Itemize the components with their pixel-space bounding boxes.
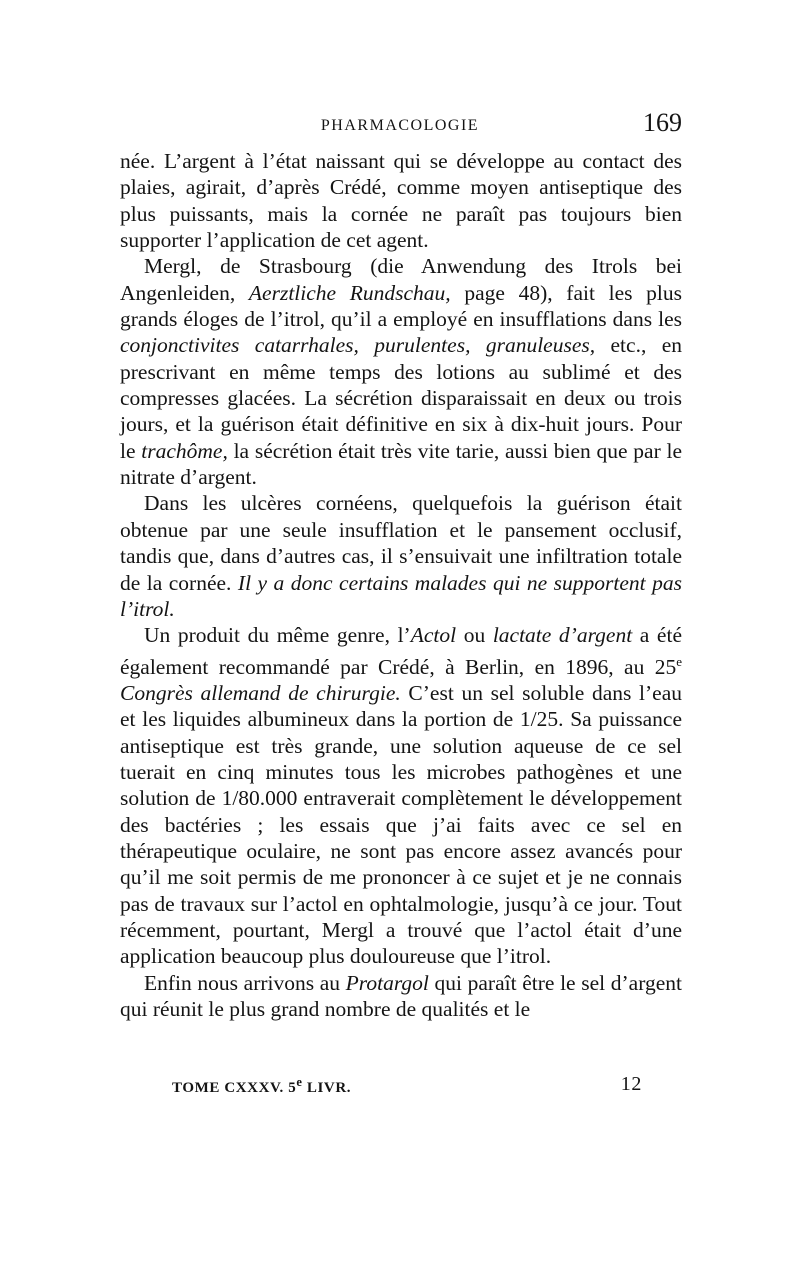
footer-livr: LIVR. (302, 1080, 352, 1096)
signature-number: 12 (620, 1073, 642, 1095)
italic-text: Aerztliche Rundschau, (248, 280, 451, 305)
italic-text: Protargol (345, 970, 429, 995)
running-title: PHARMACOLOGIE (320, 117, 480, 134)
body-text (120, 148, 682, 1023)
text-run: née. L’argent à l’état naissant qui se développe au contact des plaies, agirait, d’après Crédé, comme moyen antiseptique des plus puissants, mais la cornée ne paraît pas toujours bien supporter l’application de cet agent. (120, 149, 682, 253)
paragraph (120, 148, 682, 253)
italic-text: Congrès allemand de chirurgie. (120, 681, 401, 706)
paragraph (120, 622, 682, 970)
paragraph (120, 253, 682, 490)
text-run: ou (456, 623, 493, 648)
page-number: 169 (643, 108, 682, 137)
text-run: qui paraît être le sel d’argent qui réunit le plus grand nombre de qualités et le (120, 970, 682, 1022)
text-run: Mergl, de Strasbourg (die Anwendung des Itrols bei Angenleiden, (120, 254, 682, 305)
text-run: Enfin nous arrivons au (144, 970, 346, 995)
footer-tome-sup: e (296, 1075, 303, 1089)
text-run: Un produit du même genre, l’ (144, 623, 411, 648)
text-run: page 48), fait les plus grands éloges de l’itrol, qu’il a employé en insufflations dans les (120, 280, 683, 332)
text-run: la sécrétion était très vite tarie, aussi bien que par le nitrate d’argent. (120, 438, 682, 490)
italic-text: trachôme, (141, 438, 228, 463)
text-run: e (676, 653, 682, 669)
text-run: C’est un sel soluble dans l’eau et les liquides albumineux dans la portion de 1/25. Sa puissance antiseptique est très grande, une solution aqueuse de ce sel tuerait en cinq minutes tous les microbes pathogènes et une solution de 1/80.000 entraverait complètement le développement des bactéries ; les essais que j’ai faits avec ce sel en thérapeutique oculaire, ne sont pas encore assez avancés pour qu’il me soit permis de me prononcer à ce sujet et je ne connais pas de travaux sur l’actol en ophtalmologie, jusqu’à ce jour. Tout récemment, pourtant, Mergl a trouvé que l’actol était d’une application beaucoup plus douloureuse que l’itrol. (120, 681, 682, 969)
footer (172, 1075, 682, 1097)
italic-text: Actol (410, 623, 457, 648)
text-run: a été également recommandé par Crédé, à Berlin, en 1896, au 25 (120, 623, 682, 679)
footer-tome: TOME CXXXV. 5 (172, 1080, 297, 1096)
text-run: Dans les ulcères cornéens, quelquefois la guérison était obtenue par une seule insufflation et le pansement occlusif, tandis que, dans d’autres cas, il s’ensuivait une infiltration totale de la cornée. (120, 491, 682, 595)
text-run: etc., en prescrivant en même temps des lotions au sublimé et des compresses glacées. La sécrétion disparaissait en deux ou trois jours, et la guérison était définitive en six à dix-huit jours. Pour le (120, 333, 683, 463)
paragraph (120, 970, 682, 1023)
italic-text: conjonctivites catarrhales, purulentes, granuleuses, (120, 333, 596, 358)
paragraph (120, 490, 682, 622)
italic-text: lactate d’argent (492, 623, 633, 648)
italic-text: Il y a donc certains malades qui ne supportent pas l’itrol. (120, 570, 682, 621)
